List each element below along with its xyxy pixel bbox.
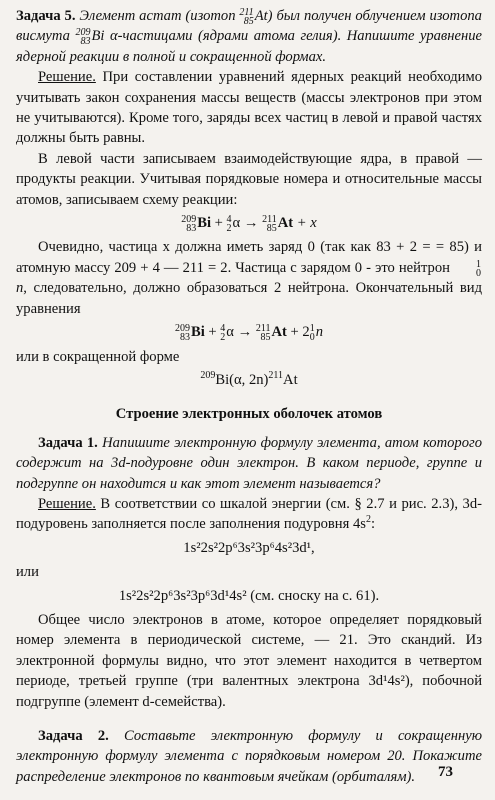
short-equation: $^{209}$Bi(α, 2n)$^{211}$At: [200, 370, 298, 388]
reaction-scheme: 209 83 Bi + 4 2 α → 211 85 At + x: [181, 213, 317, 234]
solution5-p2: В левой части записываем взаимодействующие ядра, в правой — продукты реакции. Учитывая порядковые номера и относительные массы атомов, записываем схему реакции:: [16, 150, 482, 208]
solution5-p3: Очевидно, частица x должна иметь заряд 0 (так как 83 + 2 = = 85) и атомную массу 209 + 4 — 211 = 2. Частица с зарядом 0 - это нейтрон 1 0 n, следовательно, должно образоваться 2 нейтрона. Окончательный вид уравнения: [16, 239, 482, 317]
electron-formula-2: 1s²2s²2p⁶3s²3p⁶3d¹4s² (см. сноску на с. 61).: [118, 587, 380, 604]
solution5-label: Решение.: [38, 69, 96, 86]
solution1-label: Решение.: [38, 495, 96, 512]
final-equation: 209 83 Bi + 4 2 α → 211 85 At + 2 1 0 n: [174, 322, 324, 343]
short-form-intro: или в сокращенной форме: [16, 348, 180, 365]
solution1-p2: Общее число электронов в атоме, которое определяет порядковый номер элемента в периодической системе, — 21. Это скандий. Из электронной формулы видно, что этот элемент находится в четвертом периоде, третьей группе (три валентных электрона 3d¹4s²), побочной подгруппе (элемент d-семейства).: [16, 611, 482, 710]
section-title: Строение электронных оболочек атомов: [115, 406, 383, 423]
page-number: 73: [438, 763, 453, 780]
or-text: или: [16, 564, 39, 581]
electron-formula-1: 1s²2s²2p⁶3s²3p⁶4s²3d¹,: [183, 539, 315, 556]
task5-paragraph: [16, 6, 482, 67]
solution5-p1: Решение. При составлении уравнений ядерных реакций необходимо учитывать закон сохранения массы веществ (массы электронов при этом не учитываются). Кроме того, заряды всех частиц в левой и правой частях должны быть равны.: [16, 69, 482, 147]
task1-label: Задача 1.: [38, 434, 98, 451]
task2-paragraph: Задача 2. Составьте электронную формулу и сокращенную электронную формулу элемента с порядковым номером 20. Покажите распределение электронов по квантовым ячейкам (орбиталям).: [16, 728, 482, 785]
solution1-p1: Решение. В соответствии со шкалой энергии (см. § 2.7 и рис. 2.3), 3d-подуровень заполняется после заполнения подуровня $4s^2$:: [16, 495, 482, 533]
task5-label: Задача 5.: [16, 8, 76, 24]
task1-paragraph: Задача 1. Напишите электронную формулу элемента, атом которого содержит на 3d-подуровне один электрон. В каком периоде, группе и подгруппе он находится и как этот элемент называется?: [16, 434, 482, 492]
task5-text: Элемент астат (изотоп 211 85 At) был получен облучением изотопа висмута 209 83 Bi α-частицами (ядрами атома гелия). Напишите уравнение ядерной реакции в полной и сокращенной формах.: [16, 6, 482, 65]
task2-label: Задача 2.: [38, 728, 109, 744]
